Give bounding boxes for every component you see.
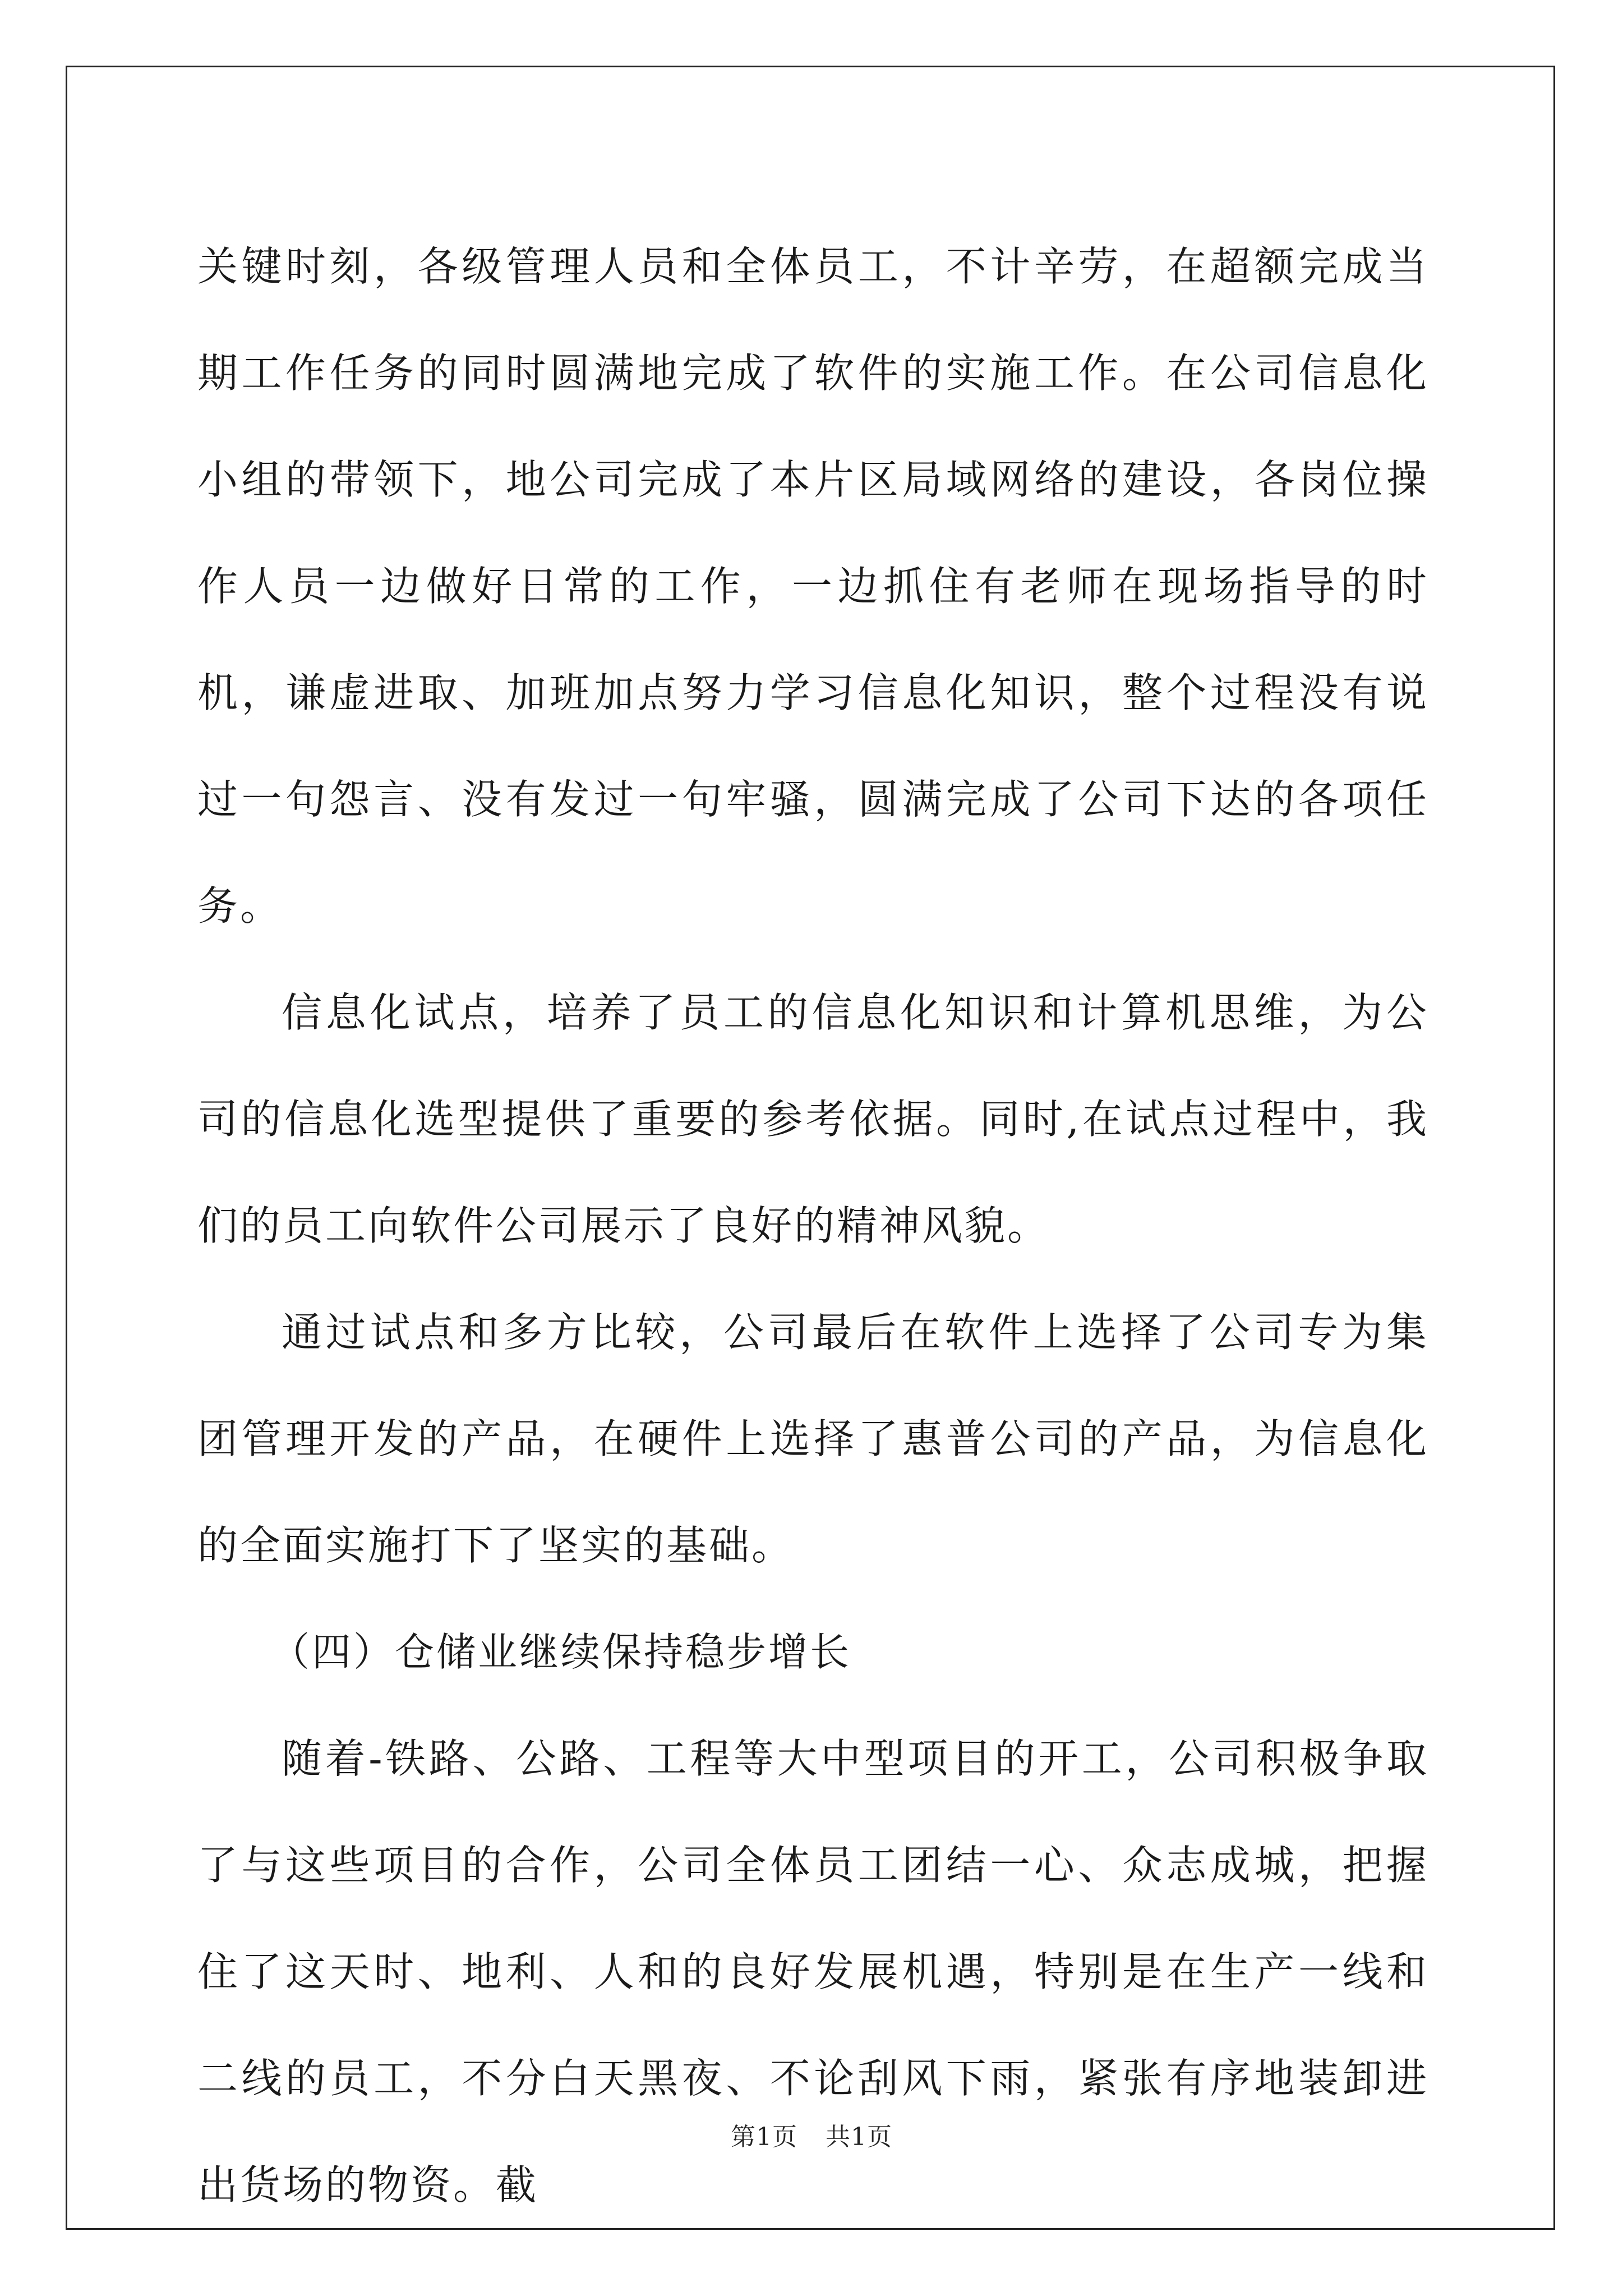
page-total: 共1页	[826, 2123, 892, 2151]
page-footer	[0, 2120, 1623, 2154]
paragraph-informatization-pilot: 信息化试点，培养了员工的信息化知识和计算机思维，为公司的信息化选型提供了重要的参考依据。同时,在试点过程中，我们的员工向软件公司展示了良好的精神风貌。	[197, 989, 1429, 1249]
page-number: 第1页	[731, 2123, 797, 2151]
section-heading-warehousing: （四）仓储业继续保持稳步增长	[270, 1629, 851, 1675]
paragraph-warehousing-growth: 随着-铁路、公路、工程等大中型项目的开工，公司积极争取了与这些项目的合作，公司全体员工团结一心、众志成城，把握住了这天时、地利、人和的良好发展机遇，特别是在生产一线和二线的员工，不分白天黑夜、不论刮风下雨，紧张有序地装卸进出货场的物资。截	[197, 1735, 1429, 2208]
document-body	[197, 213, 1429, 2238]
paragraph-implementation-work: 关键时刻，各级管理人员和全体员工，不计辛劳，在超额完成当期工作任务的同时圆满地完成了软件的实施工作。在公司信息化小组的带领下，地公司完成了本片区局域网络的建设，各岗位操作人员一边做好日常的工作，一边抓住有老师在现场指导的时机，谦虚进取、加班加点努力学习信息化知识，整个过程没有说过一句怨言、没有发过一句牢骚，圆满完成了公司下达的各项任务。	[197, 243, 1429, 930]
paragraph-product-selection: 通过试点和多方比较，公司最后在软件上选择了公司专为集团管理开发的产品，在硬件上选择了惠普公司的产品，为信息化的全面实施打下了坚实的基础。	[197, 1309, 1429, 1569]
